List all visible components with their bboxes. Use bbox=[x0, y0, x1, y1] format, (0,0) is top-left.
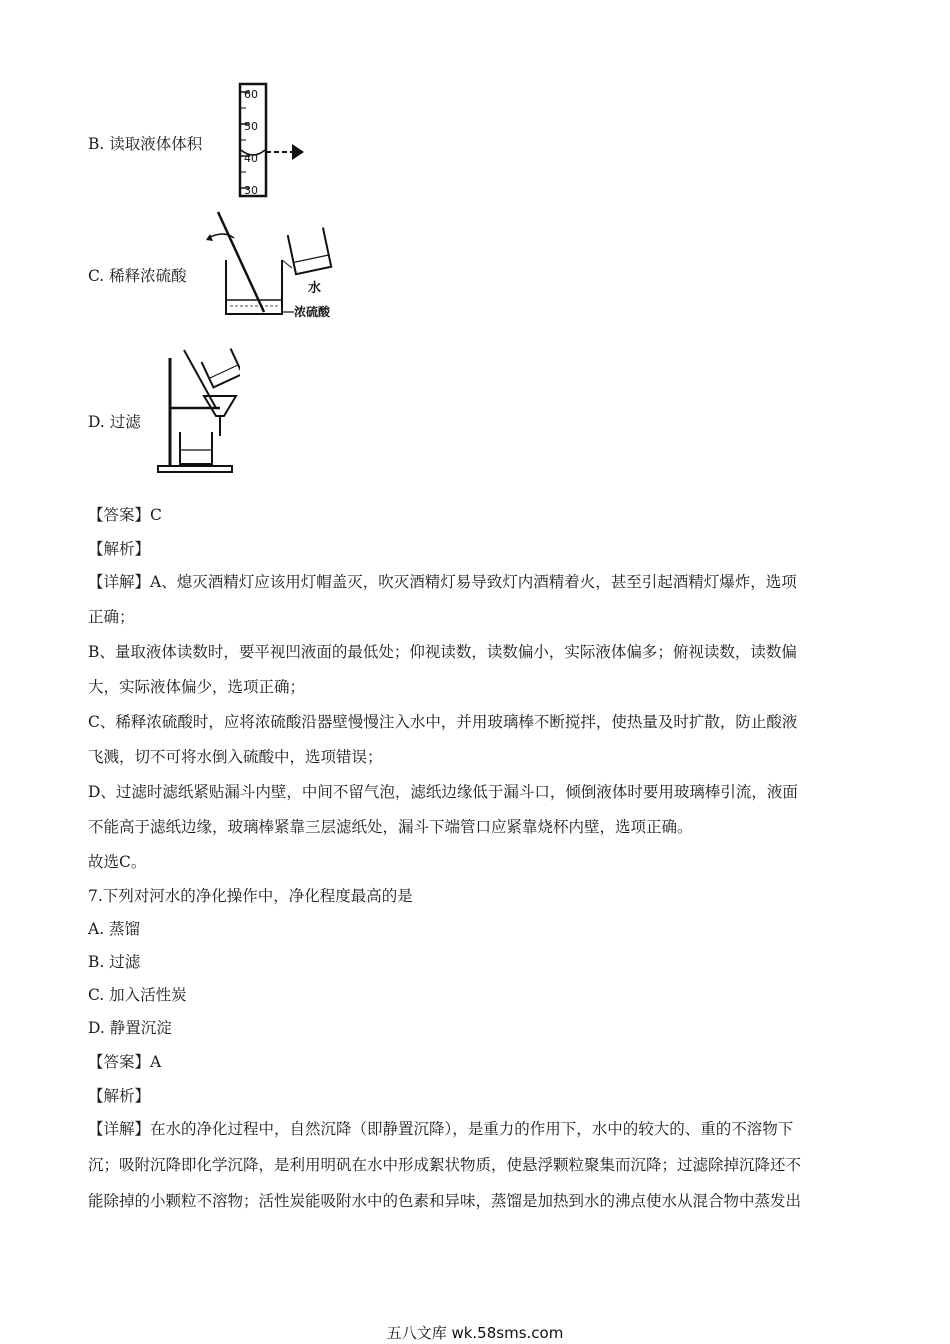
dilution-icon bbox=[204, 208, 340, 322]
tick-label: 60 bbox=[244, 88, 258, 101]
q6-detail-line: 飞溅，切不可将水倒入硫酸中，选项错误； bbox=[88, 748, 383, 766]
q7-option-c: C. 加入活性炭 bbox=[88, 986, 187, 1004]
option-d-label: D. 过滤 bbox=[88, 413, 141, 431]
q7-detail-line: 沉；吸附沉降即化学沉降，是利用明矾在水中形成絮状物质，使悬浮颗粒聚集而沉降；过滤除掉沉降还不 bbox=[88, 1156, 802, 1174]
q6-answer: 【答案】C bbox=[88, 506, 162, 524]
q7-option-d: D. 静置沉淀 bbox=[88, 1019, 172, 1037]
option-c-label: C. 稀释浓硫酸 bbox=[88, 267, 187, 285]
acid-label: 浓硫酸 bbox=[294, 305, 331, 319]
q6-detail-line: B、量取液体读数时，要平视凹液面的最低处；仰视读数，读数偏小，实际液体偏多；俯视读数，读数偏 bbox=[88, 643, 797, 661]
q7-answer: 【答案】A bbox=[88, 1053, 162, 1071]
q7-option-a: A. 蒸馏 bbox=[88, 920, 141, 938]
tick-label: 30 bbox=[244, 184, 258, 197]
water-label: 水 bbox=[308, 281, 322, 296]
q7-analysis-heading: 【解析】 bbox=[88, 1087, 151, 1105]
q6-detail-line: D、过滤时滤纸紧贴漏斗内壁，中间不留气泡，滤纸边缘低于漏斗口，倾倒液体时要用玻璃棒引流，液面 bbox=[88, 783, 798, 801]
graduated-cylinder-icon bbox=[234, 82, 314, 200]
option-b-label: B. 读取液体体积 bbox=[88, 135, 203, 153]
filtration-figure bbox=[156, 346, 240, 480]
q6-analysis-heading: 【解析】 bbox=[88, 540, 151, 558]
q6-detail-line: 大，实际液体偏少，选项正确； bbox=[88, 678, 306, 696]
q7-option-b: B. 过滤 bbox=[88, 953, 141, 971]
dilution-figure bbox=[204, 208, 340, 326]
q6-detail-line: 【详解】A、熄灭酒精灯应该用灯帽盖灭，吹灭酒精灯易导致灯内酒精着火，甚至引起酒精灯爆炸，选项 bbox=[88, 573, 797, 591]
q6-detail-line: C、稀释浓硫酸时，应将浓硫酸沿器壁慢慢注入水中，并用玻璃棒不断搅拌，使热量及时扩散，防止酸液 bbox=[88, 713, 798, 731]
q7-detail-line: 【详解】在水的净化过程中，自然沉降（即静置沉降），是重力的作用下，水中的较大的、重的不溶物下 bbox=[88, 1120, 794, 1138]
tick-label: 50 bbox=[244, 120, 258, 133]
q7-stem: 7.下列对河水的净化操作中，净化程度最高的是 bbox=[88, 887, 413, 905]
graduated-cylinder-figure bbox=[234, 82, 314, 204]
page-footer: 五八文库 wk.58sms.com bbox=[386, 1324, 564, 1342]
q6-detail-line: 正确； bbox=[88, 608, 135, 626]
filtration-icon bbox=[156, 346, 240, 476]
q7-detail-line: 能除掉的小颗粒不溶物；活性炭能吸附水中的色素和异味，蒸馏是加热到水的沸点使水从混合物中蒸发出 bbox=[88, 1192, 802, 1210]
tick-label: 40 bbox=[244, 152, 258, 165]
q6-detail-line: 不能高于滤纸边缘，玻璃棒紧靠三层滤纸处，漏斗下端管口应紧靠烧杯内壁，选项正确。 bbox=[88, 818, 693, 836]
q6-conclusion: 故选C。 bbox=[88, 853, 147, 871]
